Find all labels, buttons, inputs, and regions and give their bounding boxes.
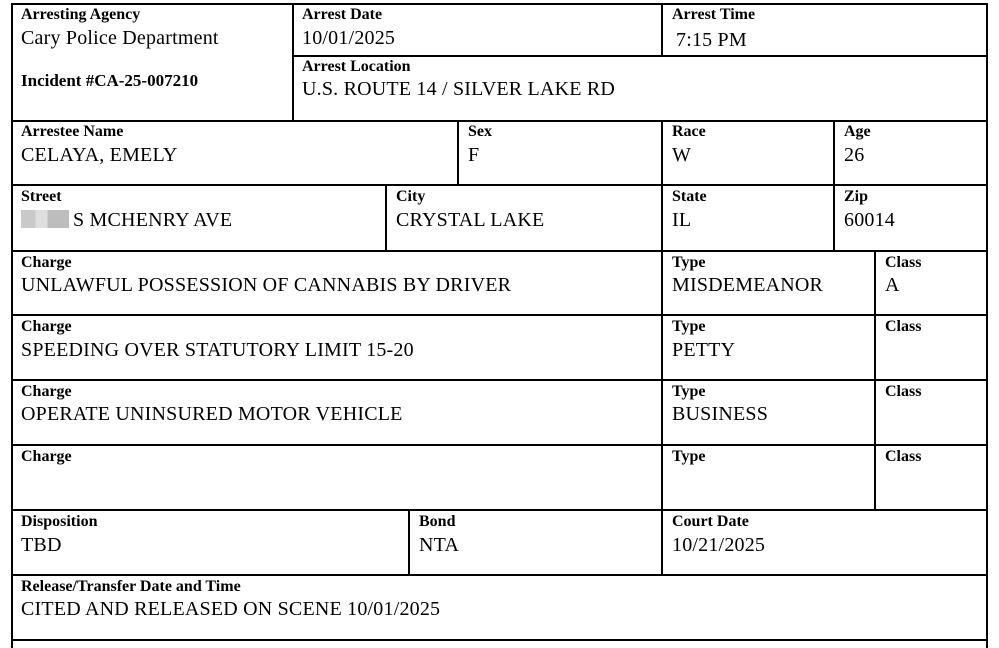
- charge-4-label: Charge: [21, 448, 72, 465]
- class-4-label: Class: [885, 448, 922, 465]
- disposition-label: Disposition: [21, 513, 98, 530]
- bond-label: Bond: [419, 513, 456, 530]
- zip-label: Zip: [844, 188, 869, 205]
- release-transfer-value: CITED AND RELEASED ON SCENE 10/01/2025: [21, 598, 441, 620]
- arrest-date-value: 10/01/2025: [302, 27, 396, 49]
- incident-number: Incident #CA-25-007210: [21, 71, 199, 90]
- arresting-agency-label: Arresting Agency: [21, 6, 141, 23]
- type-3-label: Type: [672, 383, 706, 400]
- class-1-label: Class: [885, 254, 922, 271]
- charge-1-value: UNLAWFUL POSSESSION OF CANNABIS BY DRIVER: [21, 274, 512, 296]
- arrest-location-value: U.S. ROUTE 14 / SILVER LAKE RD: [302, 78, 616, 100]
- zip-value: 60014: [844, 209, 895, 231]
- class-3-label: Class: [885, 383, 922, 400]
- type-3-value: BUSINESS: [672, 403, 769, 425]
- street-value-row: [21, 209, 232, 231]
- arrestee-name-value: CELAYA, EMELY: [21, 144, 178, 166]
- rule-header-col1: [292, 3, 294, 121]
- rule-age-col: [833, 120, 835, 185]
- rule-top: [11, 3, 988, 5]
- rule-left: [11, 3, 13, 648]
- type-2-value: PETTY: [672, 339, 736, 361]
- rule-charge1-bottom: [11, 314, 988, 316]
- sex-label: Sex: [468, 123, 492, 140]
- rule-charge4-bottom: [11, 509, 988, 511]
- rule-race-col: [661, 120, 663, 185]
- rule-zip-col: [833, 184, 835, 251]
- bond-value: NTA: [419, 534, 460, 556]
- arrest-location-label: Arrest Location: [302, 58, 411, 75]
- charge-1-label: Charge: [21, 254, 72, 271]
- charge-3-value: OPERATE UNINSURED MOTOR VEHICLE: [21, 403, 403, 425]
- arresting-agency-value: Cary Police Department: [21, 27, 219, 49]
- disposition-value: TBD: [21, 534, 62, 556]
- rule-arrestee-bottom: [11, 184, 988, 186]
- rule-court-col: [661, 509, 663, 575]
- street-value: S MCHENRY AVE: [73, 209, 233, 231]
- rule-header-col2: [661, 3, 663, 56]
- state-label: State: [672, 188, 707, 205]
- class-2-label: Class: [885, 318, 922, 335]
- age-value: 26: [844, 144, 865, 166]
- arrest-time-label: Arrest Time: [672, 6, 756, 23]
- sex-value: F: [468, 144, 480, 166]
- city-value: CRYSTAL LAKE: [396, 209, 545, 231]
- arrest-date-label: Arrest Date: [302, 6, 383, 23]
- rule-state-col: [661, 184, 663, 251]
- rule-header-bottom: [11, 120, 988, 122]
- type-2-label: Type: [672, 318, 706, 335]
- charge-2-value: SPEEDING OVER STATUTORY LIMIT 15-20: [21, 339, 414, 361]
- rule-location: [292, 55, 988, 57]
- race-label: Race: [672, 123, 706, 140]
- redaction-block: [21, 210, 69, 228]
- type-1-label: Type: [672, 254, 706, 271]
- age-label: Age: [844, 123, 871, 140]
- rule-sex-col: [457, 120, 459, 185]
- arrestee-name-label: Arrestee Name: [21, 123, 124, 140]
- arrest-time-value: 7:15 PM: [676, 29, 747, 51]
- city-label: City: [396, 188, 426, 205]
- rule-charge3-bottom: [11, 444, 988, 446]
- court-date-value: 10/21/2025: [672, 534, 766, 556]
- race-value: W: [672, 144, 692, 166]
- court-date-label: Court Date: [672, 513, 749, 530]
- rule-address-bottom: [11, 250, 988, 252]
- release-transfer-label: Release/Transfer Date and Time: [21, 578, 241, 595]
- charge-2-label: Charge: [21, 318, 72, 335]
- rule-charge2-bottom: [11, 379, 988, 381]
- class-1-value: A: [885, 274, 900, 296]
- rule-disposition-bottom: [11, 574, 988, 576]
- type-1-value: MISDEMEANOR: [672, 274, 824, 296]
- rule-bond-col: [408, 509, 410, 575]
- charge-3-label: Charge: [21, 383, 72, 400]
- street-label: Street: [21, 188, 62, 205]
- rule-release-bottom: [11, 639, 988, 641]
- rule-right: [986, 3, 988, 648]
- rule-class-col: [874, 250, 876, 510]
- rule-type-col: [661, 250, 663, 510]
- state-value: IL: [672, 209, 692, 231]
- type-4-label: Type: [672, 448, 706, 465]
- rule-city-col: [385, 184, 387, 251]
